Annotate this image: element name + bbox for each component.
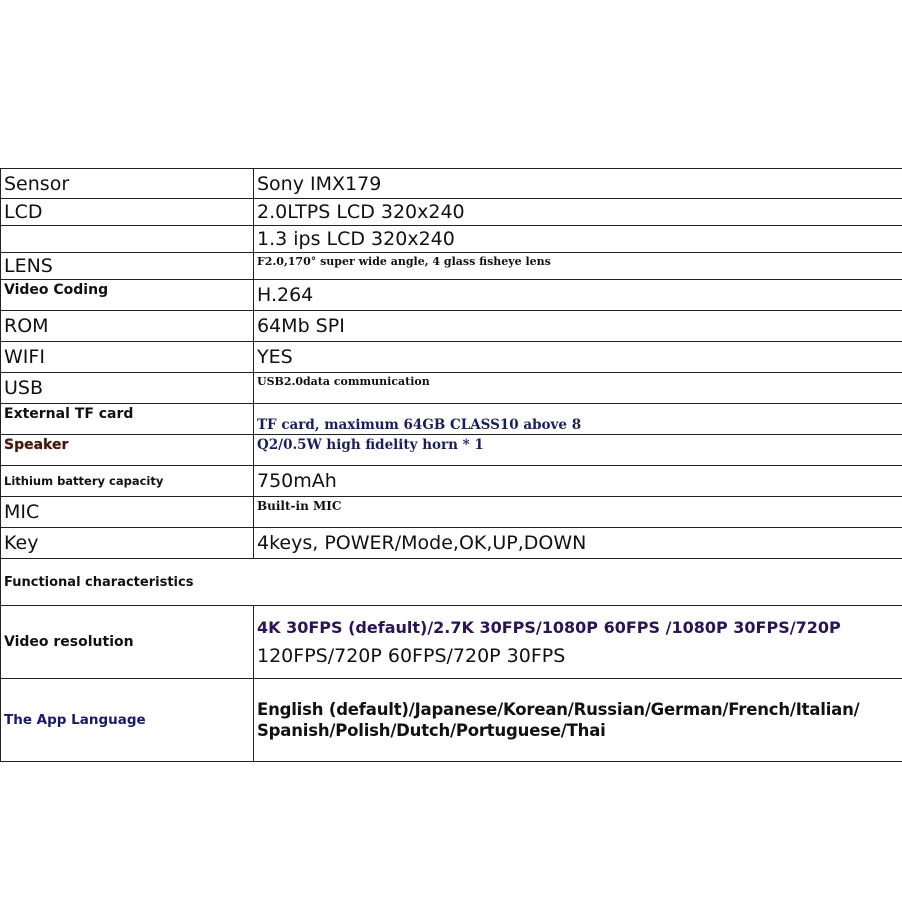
table-row bbox=[1, 342, 902, 373]
table-row bbox=[1, 497, 902, 528]
wifi-label: WIFI bbox=[1, 342, 254, 373]
usb-value: USB2.0data communication bbox=[254, 373, 902, 404]
functional-characteristics-heading: Functional characteristics bbox=[1, 559, 902, 606]
lens-value: F2.0,170° super wide angle, 4 glass fisheye lens bbox=[254, 253, 902, 280]
usb-label: USB bbox=[1, 373, 254, 404]
video-coding-label: Video Coding bbox=[1, 280, 254, 311]
table-row bbox=[1, 311, 902, 342]
tf-card-label: External TF card bbox=[1, 404, 254, 435]
speaker-label: Speaker bbox=[1, 435, 254, 466]
video-resolution-line-2: 120FPS/720P 60FPS/720P 30FPS bbox=[257, 644, 566, 667]
video-resolution-line-1: 4K 30FPS (default)/2.7K 30FPS/1080P 60FPS /1080P 30FPS/720P bbox=[257, 617, 841, 637]
key-value: 4keys, POWER/Mode,OK,UP,DOWN bbox=[254, 528, 902, 559]
table-row bbox=[1, 528, 902, 559]
table-row bbox=[1, 169, 902, 199]
table-row bbox=[1, 559, 902, 606]
mic-label: MIC bbox=[1, 497, 254, 528]
sensor-value: Sony IMX179 bbox=[254, 169, 902, 199]
table-row bbox=[1, 679, 902, 762]
table-row bbox=[1, 199, 902, 226]
lcd-value-2: 1.3 ips LCD 320x240 bbox=[254, 226, 902, 253]
lcd-label-2 bbox=[1, 226, 254, 253]
tf-card-value: TF card, maximum 64GB CLASS10 above 8 bbox=[254, 404, 902, 435]
lcd-value: 2.0LTPS LCD 320x240 bbox=[254, 199, 902, 226]
rom-label: ROM bbox=[1, 311, 254, 342]
app-language-line-1: English (default)/Japanese/Korean/Russian/German/French/Italian/ bbox=[257, 700, 860, 719]
table-row bbox=[1, 226, 902, 253]
spec-table bbox=[0, 168, 902, 762]
video-resolution-value bbox=[254, 606, 902, 679]
table-row bbox=[1, 466, 902, 497]
app-language-line-2: Spanish/Polish/Dutch/Portuguese/Thai bbox=[257, 721, 606, 740]
app-language-value bbox=[254, 679, 902, 762]
mic-value: Built-in MIC bbox=[254, 497, 902, 528]
key-label: Key bbox=[1, 528, 254, 559]
table-row bbox=[1, 435, 902, 466]
speaker-value: Q2/0.5W high fidelity horn * 1 bbox=[254, 435, 902, 466]
lens-label: LENS bbox=[1, 253, 254, 280]
sensor-label: Sensor bbox=[1, 169, 254, 199]
lcd-label: LCD bbox=[1, 199, 254, 226]
rom-value: 64Mb SPI bbox=[254, 311, 902, 342]
battery-value: 750mAh bbox=[254, 466, 902, 497]
table-row bbox=[1, 606, 902, 679]
table-row bbox=[1, 373, 902, 404]
app-language-label: The App Language bbox=[1, 679, 254, 762]
video-resolution-label: Video resolution bbox=[1, 606, 254, 679]
battery-label: Lithium battery capacity bbox=[1, 466, 254, 497]
table-row bbox=[1, 253, 902, 280]
video-coding-value: H.264 bbox=[254, 280, 902, 311]
table-row bbox=[1, 404, 902, 435]
table-row bbox=[1, 280, 902, 311]
wifi-value: YES bbox=[254, 342, 902, 373]
